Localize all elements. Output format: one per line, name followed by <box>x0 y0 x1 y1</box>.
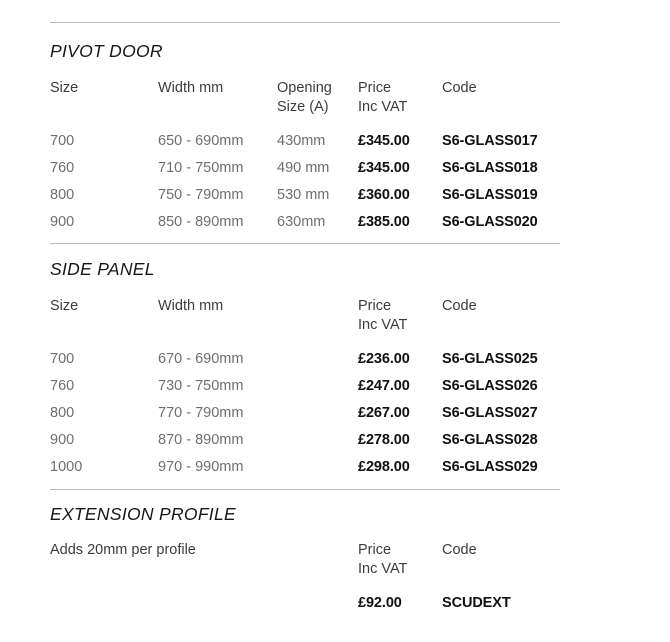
table-row: £345.00 <box>358 160 410 176</box>
table-row: S6-GLASS019 <box>442 187 538 203</box>
table-row: £298.00 <box>358 459 410 475</box>
table-row: £247.00 <box>358 378 410 394</box>
header-pivot-opening-line2: Size (A) <box>277 99 329 115</box>
table-row: S6-GLASS025 <box>442 351 538 367</box>
table-row: 430mm <box>277 133 326 149</box>
header-ext-price-line1: Price <box>358 542 392 558</box>
table-row: S6-GLASS017 <box>442 133 538 149</box>
table-row: S6-GLASS018 <box>442 160 538 176</box>
table-row: £236.00 <box>358 351 410 367</box>
table-row: 770 - 790mm <box>158 405 244 421</box>
table-row: S6-GLASS020 <box>442 214 538 230</box>
table-row: S6-GLASS026 <box>442 378 538 394</box>
table-row: 800 <box>50 405 75 421</box>
divider-top <box>50 22 560 23</box>
table-row: 900 <box>50 432 75 448</box>
header-pivot-price-line2: Inc VAT <box>358 99 408 115</box>
section-title-pivot-door: PIVOT DOOR <box>50 41 163 61</box>
table-row: £385.00 <box>358 214 410 230</box>
header-side-size: Size <box>50 298 79 314</box>
section-title-side-panel: SIDE PANEL <box>50 259 155 279</box>
table-row: 1000 <box>50 459 83 475</box>
header-side-code: Code <box>442 298 477 314</box>
table-row: 630mm <box>277 214 326 230</box>
table-row: 670 - 690mm <box>158 351 244 367</box>
table-row: 760 <box>50 378 75 394</box>
header-pivot-width: Width mm <box>158 80 224 96</box>
table-row: 730 - 750mm <box>158 378 244 394</box>
header-pivot-price-line1: Price <box>358 80 392 96</box>
table-row: 650 - 690mm <box>158 133 244 149</box>
extension-profile-note: Adds 20mm per profile <box>50 542 196 558</box>
table-row: £360.00 <box>358 187 410 203</box>
header-side-price-line2: Inc VAT <box>358 317 408 333</box>
header-pivot-opening-line1: Opening <box>277 80 332 96</box>
table-row: 700 <box>50 351 75 367</box>
table-row: 700 <box>50 133 75 149</box>
table-row: 870 - 890mm <box>158 432 244 448</box>
table-row: 800 <box>50 187 75 203</box>
header-pivot-size: Size <box>50 80 79 96</box>
table-row: 530 mm <box>277 187 330 203</box>
table-row: S6-GLASS028 <box>442 432 538 448</box>
table-row: SCUDEXT <box>442 595 511 611</box>
table-row: 970 - 990mm <box>158 459 244 475</box>
header-side-width: Width mm <box>158 298 224 314</box>
table-row: £278.00 <box>358 432 410 448</box>
table-row: £267.00 <box>358 405 410 421</box>
table-row: 900 <box>50 214 75 230</box>
table-row: 750 - 790mm <box>158 187 244 203</box>
header-ext-code: Code <box>442 542 477 558</box>
divider-side-panel <box>50 243 560 244</box>
header-side-price-line1: Price <box>358 298 392 314</box>
header-pivot-code: Code <box>442 80 477 96</box>
divider-extension-profile <box>50 489 560 490</box>
table-row: 710 - 750mm <box>158 160 244 176</box>
section-title-extension-profile: EXTENSION PROFILE <box>50 504 236 524</box>
table-row: S6-GLASS027 <box>442 405 538 421</box>
table-row: £92.00 <box>358 595 402 611</box>
table-row: S6-GLASS029 <box>442 459 538 475</box>
table-row: £345.00 <box>358 133 410 149</box>
table-row: 850 - 890mm <box>158 214 244 230</box>
table-row: 490 mm <box>277 160 330 176</box>
header-ext-price-line2: Inc VAT <box>358 561 408 577</box>
table-row: 760 <box>50 160 75 176</box>
